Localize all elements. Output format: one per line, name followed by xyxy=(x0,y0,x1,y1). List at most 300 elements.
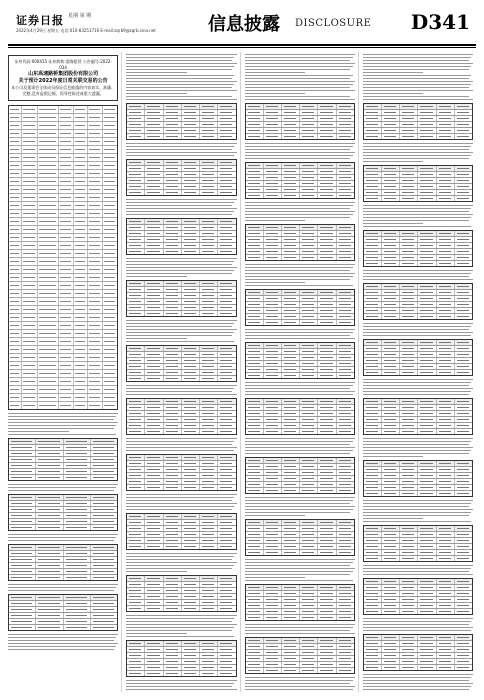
table-cell xyxy=(382,647,400,652)
table-row xyxy=(127,134,235,139)
table-cell xyxy=(418,429,436,434)
text-line xyxy=(363,391,471,392)
table-cell xyxy=(182,659,200,664)
table-cell xyxy=(318,609,336,614)
table-cell xyxy=(145,293,163,298)
table-cell xyxy=(337,320,354,325)
table-cell xyxy=(164,532,182,537)
table-cell xyxy=(38,370,59,377)
table-cell xyxy=(103,258,117,265)
text-line xyxy=(126,335,232,336)
table-cell xyxy=(418,647,436,652)
table-cell xyxy=(9,613,36,618)
table-cell xyxy=(36,469,63,474)
text-line xyxy=(363,677,471,678)
body-text-block xyxy=(363,379,473,395)
table-cell xyxy=(145,544,163,549)
table-cell xyxy=(59,210,74,217)
table-cell xyxy=(182,122,200,127)
text-line xyxy=(126,69,232,70)
text-line xyxy=(245,568,355,569)
text-line xyxy=(126,273,232,274)
table-cell xyxy=(200,606,218,611)
table-cell xyxy=(364,423,382,428)
table-cell xyxy=(382,538,400,543)
text-line xyxy=(8,643,118,644)
table-cell xyxy=(318,603,336,608)
text-line xyxy=(363,518,424,519)
table-cell xyxy=(382,346,400,351)
table-cell xyxy=(364,302,382,307)
table-cell xyxy=(337,367,354,372)
table-cell xyxy=(418,237,436,242)
table-cell xyxy=(218,526,235,531)
table-cell xyxy=(337,163,354,168)
text-line xyxy=(245,208,351,209)
table-cell xyxy=(64,501,91,506)
table-cell xyxy=(337,650,354,655)
table-cell xyxy=(437,340,455,345)
table-cell xyxy=(246,308,264,313)
table-cell xyxy=(64,575,91,580)
table-cell xyxy=(103,394,117,401)
table-cell xyxy=(264,225,282,230)
table-cell xyxy=(264,591,282,596)
text-line xyxy=(126,438,236,439)
text-line xyxy=(363,60,469,61)
table-cell xyxy=(337,181,354,186)
table-cell xyxy=(264,429,282,434)
table-cell xyxy=(382,104,400,109)
body-text-block xyxy=(126,680,236,690)
table-cell xyxy=(38,186,59,193)
table-cell xyxy=(22,274,37,281)
table-cell xyxy=(437,659,455,664)
table-cell xyxy=(182,352,200,357)
table-cell xyxy=(91,569,117,574)
table-cell xyxy=(127,219,145,224)
table-cell xyxy=(145,473,163,478)
table-cell xyxy=(74,154,87,161)
table-cell xyxy=(437,134,455,139)
table-cell xyxy=(382,196,400,201)
text-line xyxy=(363,686,471,687)
text-line xyxy=(126,391,232,392)
table-row xyxy=(9,234,117,242)
text-line xyxy=(245,441,353,442)
table-cell xyxy=(364,544,382,549)
table-cell xyxy=(64,507,91,512)
table-cell xyxy=(364,352,382,357)
table-cell xyxy=(364,467,382,472)
table-cell xyxy=(264,482,282,487)
text-line xyxy=(126,615,236,616)
table-cell xyxy=(88,386,103,393)
table-cell xyxy=(300,464,318,469)
table-cell xyxy=(64,519,91,524)
table-cell xyxy=(127,429,145,434)
table-cell xyxy=(364,653,382,658)
table-cell xyxy=(282,193,300,198)
table-cell xyxy=(418,302,436,307)
table-cell xyxy=(74,250,87,257)
table-cell xyxy=(145,479,163,484)
table-cell xyxy=(318,110,336,115)
table-cell xyxy=(282,243,300,248)
text-line xyxy=(245,680,353,681)
table-cell xyxy=(164,461,182,466)
table-cell xyxy=(218,287,235,292)
table-cell xyxy=(455,364,472,369)
table-cell xyxy=(74,258,87,265)
table-cell xyxy=(200,659,218,664)
table-cell xyxy=(9,306,22,313)
text-line xyxy=(363,66,471,67)
table-cell xyxy=(400,255,418,260)
table-cell xyxy=(88,394,103,401)
table-row xyxy=(246,193,354,198)
table-cell xyxy=(9,595,36,600)
table-cell xyxy=(74,170,87,177)
table-cell xyxy=(103,202,117,209)
table-cell xyxy=(182,178,200,183)
text-line xyxy=(245,90,355,91)
table-cell xyxy=(200,461,218,466)
table-cell xyxy=(9,463,36,468)
table-cell xyxy=(264,615,282,620)
table-row xyxy=(364,665,472,670)
table-cell xyxy=(164,311,182,316)
table-cell xyxy=(400,411,418,416)
table-cell xyxy=(9,210,22,217)
table-cell xyxy=(264,668,282,673)
table-cell xyxy=(164,184,182,189)
text-line xyxy=(363,444,469,445)
table-cell xyxy=(455,296,472,301)
table-cell xyxy=(74,370,87,377)
table-cell xyxy=(91,545,117,550)
data-table xyxy=(126,640,236,677)
table-cell xyxy=(127,600,145,605)
table-cell xyxy=(200,293,218,298)
table-cell xyxy=(182,225,200,230)
table-cell xyxy=(418,485,436,490)
table-cell xyxy=(437,526,455,531)
table-cell xyxy=(200,405,218,410)
table-cell xyxy=(218,172,235,177)
table-cell xyxy=(164,352,182,357)
notice-code-line: 证券代码:000415 证券简称:渤海租赁 公告编号:2022-034 xyxy=(14,59,112,70)
table-cell xyxy=(38,258,59,265)
table-cell xyxy=(246,367,264,372)
table-cell xyxy=(218,653,235,658)
table-cell xyxy=(318,373,336,378)
table-cell xyxy=(36,463,63,468)
data-table xyxy=(126,575,236,612)
table-cell xyxy=(264,526,282,531)
table-cell xyxy=(382,429,400,434)
table-cell xyxy=(91,475,117,480)
table-cell xyxy=(9,178,22,185)
table-cell xyxy=(246,638,264,643)
table-cell xyxy=(364,249,382,254)
text-line xyxy=(126,326,232,327)
table-cell xyxy=(218,166,235,171)
table-row xyxy=(9,242,117,250)
table-cell xyxy=(418,122,436,127)
text-line xyxy=(245,512,351,513)
table-cell xyxy=(218,305,235,310)
table-cell xyxy=(127,671,145,676)
text-line xyxy=(363,447,473,448)
text-line xyxy=(126,57,234,58)
table-cell xyxy=(36,507,63,512)
table-cell xyxy=(218,116,235,121)
table-cell xyxy=(200,166,218,171)
text-line xyxy=(126,618,234,619)
table-cell xyxy=(455,405,472,410)
table-cell xyxy=(22,306,37,313)
table-cell xyxy=(364,122,382,127)
table-cell xyxy=(300,302,318,307)
table-cell xyxy=(364,579,382,584)
table-cell xyxy=(22,122,37,129)
table-cell xyxy=(88,242,103,249)
text-line xyxy=(363,624,469,625)
table-row xyxy=(364,196,472,201)
text-line xyxy=(8,425,116,426)
table-cell xyxy=(418,411,436,416)
table-cell xyxy=(164,473,182,478)
table-cell xyxy=(9,154,22,161)
table-cell xyxy=(182,544,200,549)
text-line xyxy=(126,152,236,153)
table-cell xyxy=(218,293,235,298)
text-line xyxy=(245,149,351,150)
table-cell xyxy=(318,169,336,174)
table-cell xyxy=(127,364,145,369)
table-cell xyxy=(218,358,235,363)
table-cell xyxy=(264,417,282,422)
text-line xyxy=(126,633,187,634)
table-cell xyxy=(59,202,74,209)
text-line xyxy=(363,72,424,73)
table-cell xyxy=(22,362,37,369)
table-cell xyxy=(382,579,400,584)
table-cell xyxy=(437,290,455,295)
table-cell xyxy=(127,178,145,183)
table-cell xyxy=(246,349,264,354)
table-cell xyxy=(337,591,354,596)
table-cell xyxy=(182,671,200,676)
table-cell xyxy=(455,231,472,236)
table-cell xyxy=(418,603,436,608)
table-cell xyxy=(218,346,235,351)
table-cell xyxy=(337,411,354,416)
text-line xyxy=(126,258,236,259)
table-cell xyxy=(337,399,354,404)
table-cell xyxy=(364,479,382,484)
text-line xyxy=(363,90,473,91)
text-line xyxy=(363,441,471,442)
table-cell xyxy=(88,114,103,121)
table-cell xyxy=(400,231,418,236)
table-cell xyxy=(103,306,117,313)
table-cell xyxy=(282,355,300,360)
table-cell xyxy=(145,358,163,363)
text-line xyxy=(245,81,355,82)
body-text-block xyxy=(126,258,236,277)
table-cell xyxy=(88,138,103,145)
table-cell xyxy=(264,520,282,525)
table-cell xyxy=(200,219,218,224)
table-cell xyxy=(38,138,59,145)
header-rule xyxy=(8,44,476,46)
body-text-block xyxy=(245,329,355,339)
text-line xyxy=(126,87,232,88)
table-cell xyxy=(418,556,436,561)
table-cell xyxy=(91,457,117,462)
table-cell xyxy=(182,538,200,543)
table-cell xyxy=(246,585,264,590)
table-row xyxy=(9,282,117,290)
table-cell xyxy=(300,249,318,254)
table-cell xyxy=(9,106,22,113)
table-cell xyxy=(246,417,264,422)
table-cell xyxy=(418,358,436,363)
table-row xyxy=(9,274,117,282)
table-cell xyxy=(182,405,200,410)
table-cell xyxy=(218,532,235,537)
table-cell xyxy=(74,138,87,145)
table-cell xyxy=(36,575,63,580)
text-line xyxy=(8,537,116,538)
table-cell xyxy=(88,378,103,385)
table-cell xyxy=(218,405,235,410)
text-line xyxy=(126,447,236,448)
table-cell xyxy=(264,597,282,602)
table-cell xyxy=(88,266,103,273)
table-cell xyxy=(182,287,200,292)
table-cell xyxy=(200,423,218,428)
table-cell xyxy=(246,644,264,649)
table-cell xyxy=(300,429,318,434)
data-table xyxy=(245,398,355,435)
table-cell xyxy=(164,358,182,363)
table-cell xyxy=(282,399,300,404)
table-cell xyxy=(282,464,300,469)
table-cell xyxy=(164,160,182,165)
table-cell xyxy=(91,525,117,530)
text-line xyxy=(126,332,234,333)
table-cell xyxy=(9,122,22,129)
table-cell xyxy=(91,469,117,474)
text-line xyxy=(126,568,232,569)
table-cell xyxy=(182,647,200,652)
data-table xyxy=(126,345,236,382)
table-cell xyxy=(337,193,354,198)
table-cell xyxy=(318,585,336,590)
table-cell xyxy=(127,594,145,599)
table-cell xyxy=(59,194,74,201)
table-cell xyxy=(455,243,472,248)
table-cell xyxy=(38,386,59,393)
table-cell xyxy=(88,186,103,193)
table-cell xyxy=(182,514,200,519)
table-cell xyxy=(127,225,145,230)
table-cell xyxy=(127,190,145,195)
table-cell xyxy=(400,284,418,289)
text-line xyxy=(363,217,471,218)
text-line xyxy=(245,580,353,581)
table-cell xyxy=(300,373,318,378)
table-cell xyxy=(337,110,354,115)
table-cell xyxy=(145,225,163,230)
table-cell xyxy=(38,298,59,305)
table-cell xyxy=(437,255,455,260)
table-cell xyxy=(127,479,145,484)
text-line xyxy=(126,683,234,684)
table-cell xyxy=(455,665,472,670)
data-table xyxy=(363,398,473,435)
table-cell xyxy=(59,290,74,297)
table-cell xyxy=(437,597,455,602)
text-line xyxy=(363,500,473,501)
text-line xyxy=(363,506,469,507)
table-cell xyxy=(382,296,400,301)
table-cell xyxy=(9,114,22,121)
table-cell xyxy=(246,255,264,260)
table-cell xyxy=(218,249,235,254)
table-cell xyxy=(382,243,400,248)
table-cell xyxy=(300,411,318,416)
table-cell xyxy=(246,355,264,360)
table-cell xyxy=(246,668,264,673)
text-line xyxy=(126,267,236,268)
table-cell xyxy=(364,314,382,319)
table-cell xyxy=(264,308,282,313)
table-cell xyxy=(218,429,235,434)
table-cell xyxy=(337,609,354,614)
table-cell xyxy=(300,609,318,614)
text-line xyxy=(245,69,351,70)
table-cell xyxy=(182,293,200,298)
table-cell xyxy=(127,352,145,357)
table-cell xyxy=(282,609,300,614)
table-cell xyxy=(74,402,87,409)
table-cell xyxy=(437,284,455,289)
table-cell xyxy=(300,243,318,248)
text-line xyxy=(245,276,353,277)
table-cell xyxy=(74,186,87,193)
table-cell xyxy=(455,473,472,478)
table-cell xyxy=(437,104,455,109)
table-cell xyxy=(164,293,182,298)
table-cell xyxy=(88,282,103,289)
text-line xyxy=(363,223,424,224)
table-cell xyxy=(127,520,145,525)
table-cell xyxy=(318,134,336,139)
table-cell xyxy=(246,423,264,428)
text-line xyxy=(8,587,116,588)
table-cell xyxy=(91,625,117,630)
table-cell xyxy=(364,647,382,652)
text-line xyxy=(126,553,236,554)
table-cell xyxy=(59,378,74,385)
table-cell xyxy=(36,569,63,574)
table-cell xyxy=(200,190,218,195)
table-cell xyxy=(337,464,354,469)
